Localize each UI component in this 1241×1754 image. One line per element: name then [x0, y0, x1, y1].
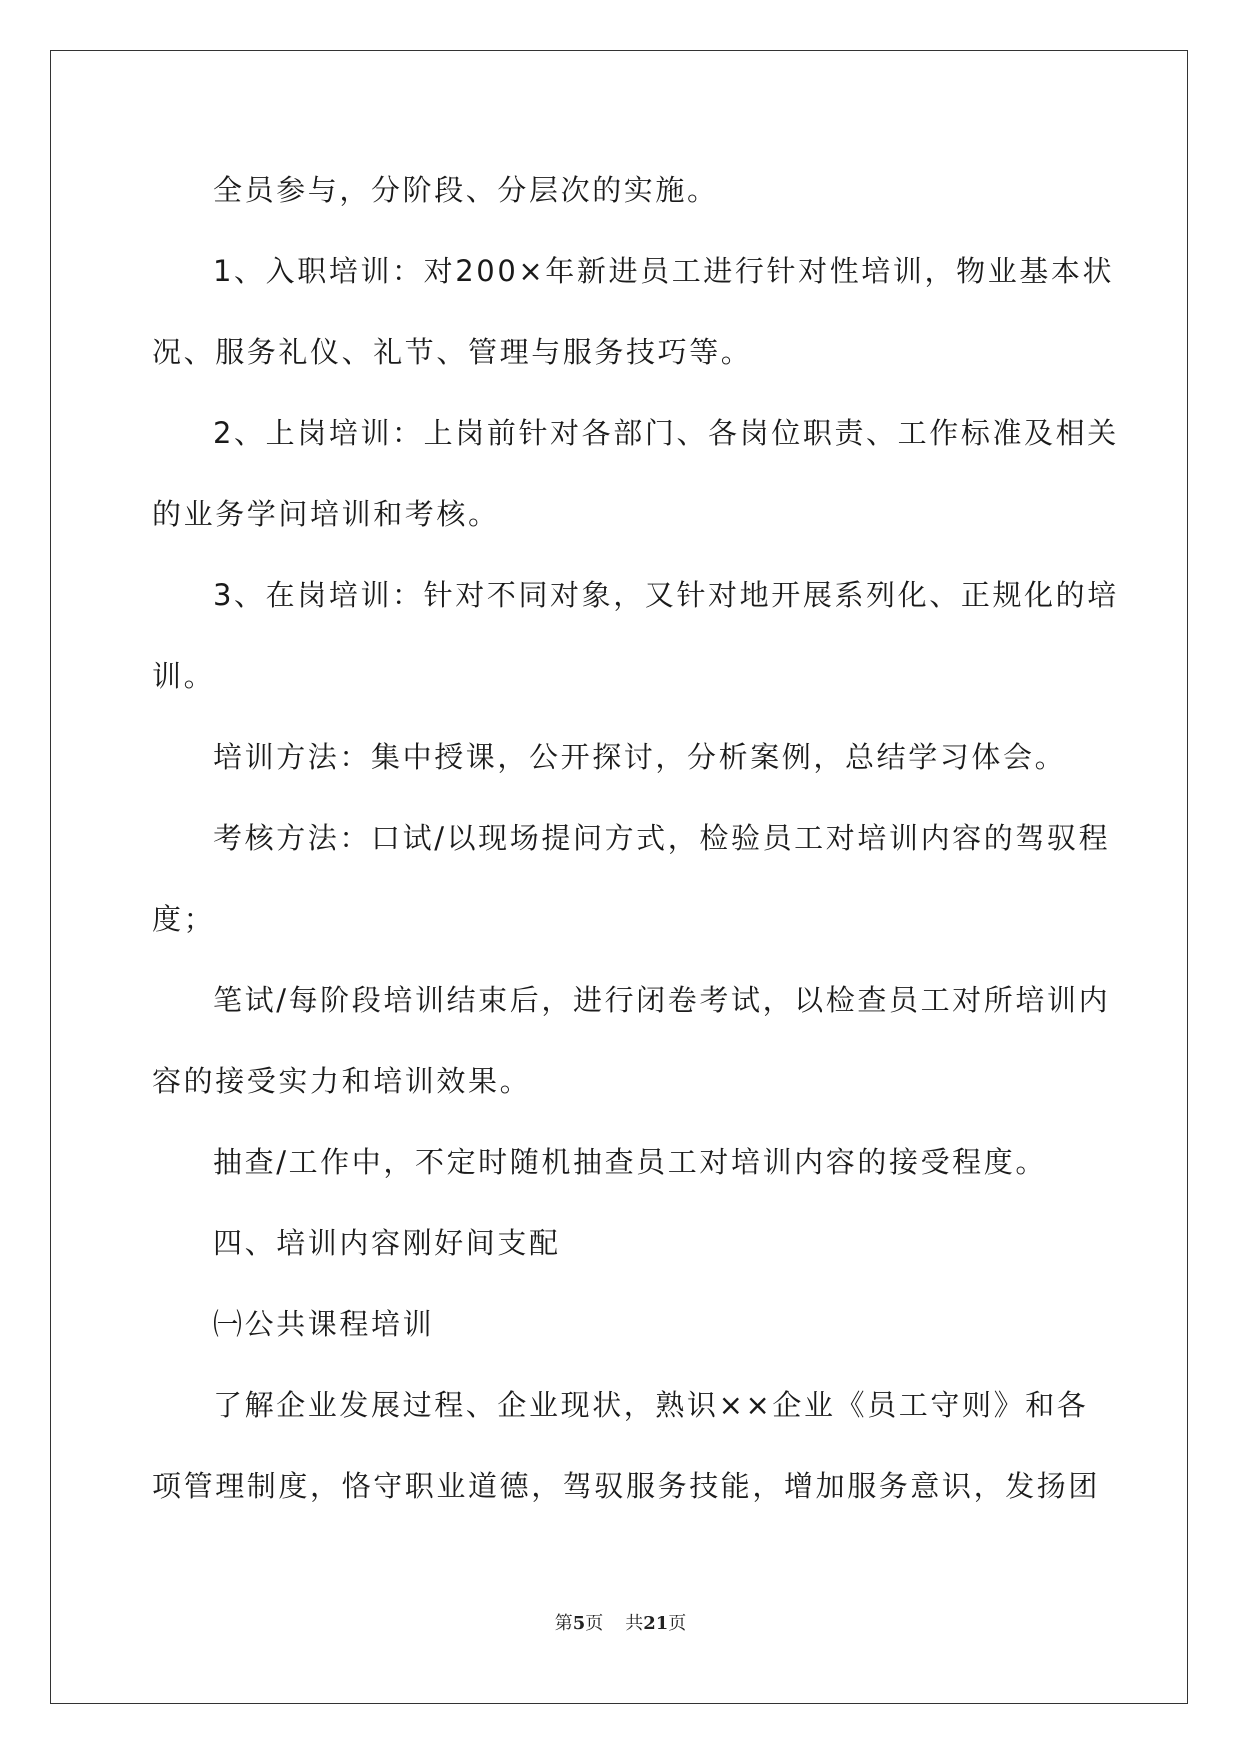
paragraph-line: 训。 — [152, 659, 216, 693]
total-prefix: 共 — [625, 1613, 644, 1634]
subsection-heading: ㈠公共课程培训 — [213, 1307, 435, 1341]
paragraph-line: 1、入职培训：对200×年新进员工进行针对性培训，物业基本状 — [213, 254, 1115, 288]
paragraph-line: 考核方法：口试/以现场提问方式，检验员工对培训内容的驾驭程 — [213, 821, 1111, 855]
page-number: 5 — [572, 1613, 586, 1634]
paragraph-line: 笔试/每阶段培训结束后，进行闭卷考试，以检查员工对所培训内 — [213, 983, 1111, 1017]
page-suffix: 页 — [585, 1613, 604, 1634]
total-pages: 21 — [643, 1613, 669, 1634]
page-footer — [0, 1612, 1241, 1636]
paragraph-line: 抽查/工作中，不定时随机抽查员工对培训内容的接受程度。 — [213, 1145, 1047, 1179]
page-prefix: 第 — [554, 1613, 573, 1634]
page-border — [50, 50, 1188, 1704]
paragraph-line: 的业务学问培训和考核。 — [152, 497, 500, 531]
paragraph-line: 容的接受实力和培训效果。 — [152, 1064, 532, 1098]
paragraph-line: 全员参与，分阶段、分层次的实施。 — [213, 173, 719, 207]
paragraph-line: 3、在岗培训：针对不同对象，又针对地开展系列化、正规化的培 — [213, 578, 1119, 612]
paragraph-line: 了解企业发展过程、企业现状，熟识××企业《员工守则》和各 — [213, 1388, 1089, 1422]
paragraph-line: 度； — [152, 902, 216, 936]
paragraph-line: 况、服务礼仪、礼节、管理与服务技巧等。 — [152, 335, 753, 369]
paragraph-line: 项管理制度，恪守职业道德，驾驭服务技能，增加服务意识，发扬团 — [152, 1469, 1101, 1503]
paragraph-line: 2、上岗培训：上岗前针对各部门、各岗位职责、工作标准及相关 — [213, 416, 1119, 450]
paragraph-line: 培训方法：集中授课，公开探讨，分析案例，总结学习体会。 — [213, 740, 1067, 774]
section-heading: 四、培训内容刚好间支配 — [213, 1226, 561, 1260]
total-suffix: 页 — [668, 1613, 687, 1634]
